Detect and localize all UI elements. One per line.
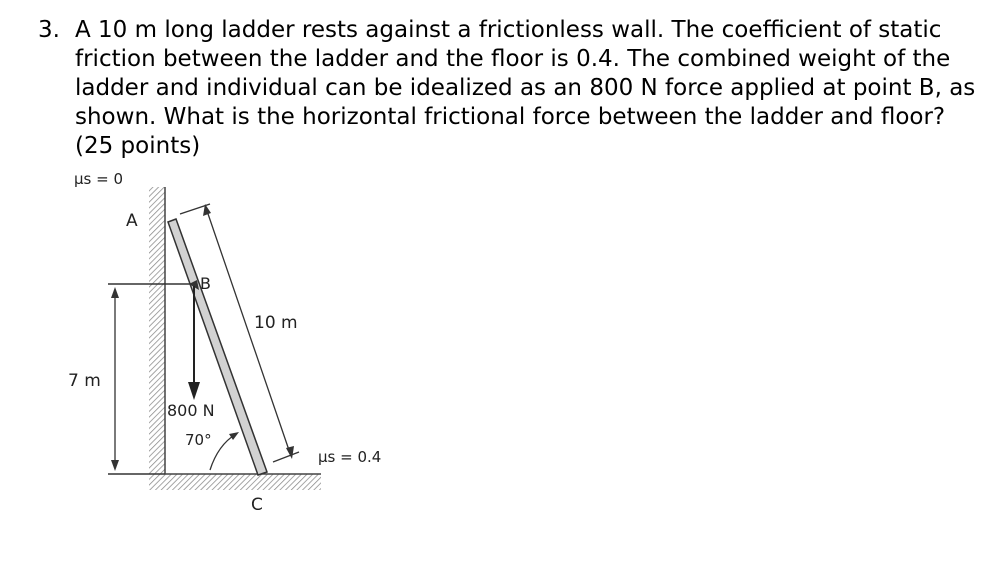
point-c-label: C — [251, 495, 263, 515]
load-arrow-head — [188, 382, 200, 400]
angle-arc-arrow — [229, 432, 239, 440]
problem-text: A 10 m long ladder rests against a frictionless wall. The coefficient of static friction between the ladder and the floor is 0.4. The combined weight of the ladder and individual can be idealized as an 800 N force applied at point B, as shown. What is the horizontal frictional force between the ladder and floor? (25 points) — [75, 17, 976, 159]
point-a-label: A — [126, 211, 138, 231]
point-b-label: B — [200, 274, 211, 293]
length-dimension-tick-bottom — [273, 452, 299, 462]
floor-hatch — [149, 474, 321, 490]
load-label: 800 N — [167, 401, 215, 420]
angle-arc — [210, 434, 236, 470]
problem-number: 3. — [38, 17, 60, 43]
angle-label: 70° — [185, 431, 212, 449]
wall-hatch — [149, 187, 165, 474]
floor-friction-label: μs = 0.4 — [318, 448, 382, 466]
ladder — [168, 219, 267, 475]
ladder-length-label: 10 m — [254, 313, 298, 333]
wall-friction-label: μs = 0 — [74, 170, 124, 188]
height-label: 7 m — [68, 371, 101, 391]
height-arrow-top — [111, 287, 119, 298]
height-arrow-bottom — [111, 460, 119, 471]
